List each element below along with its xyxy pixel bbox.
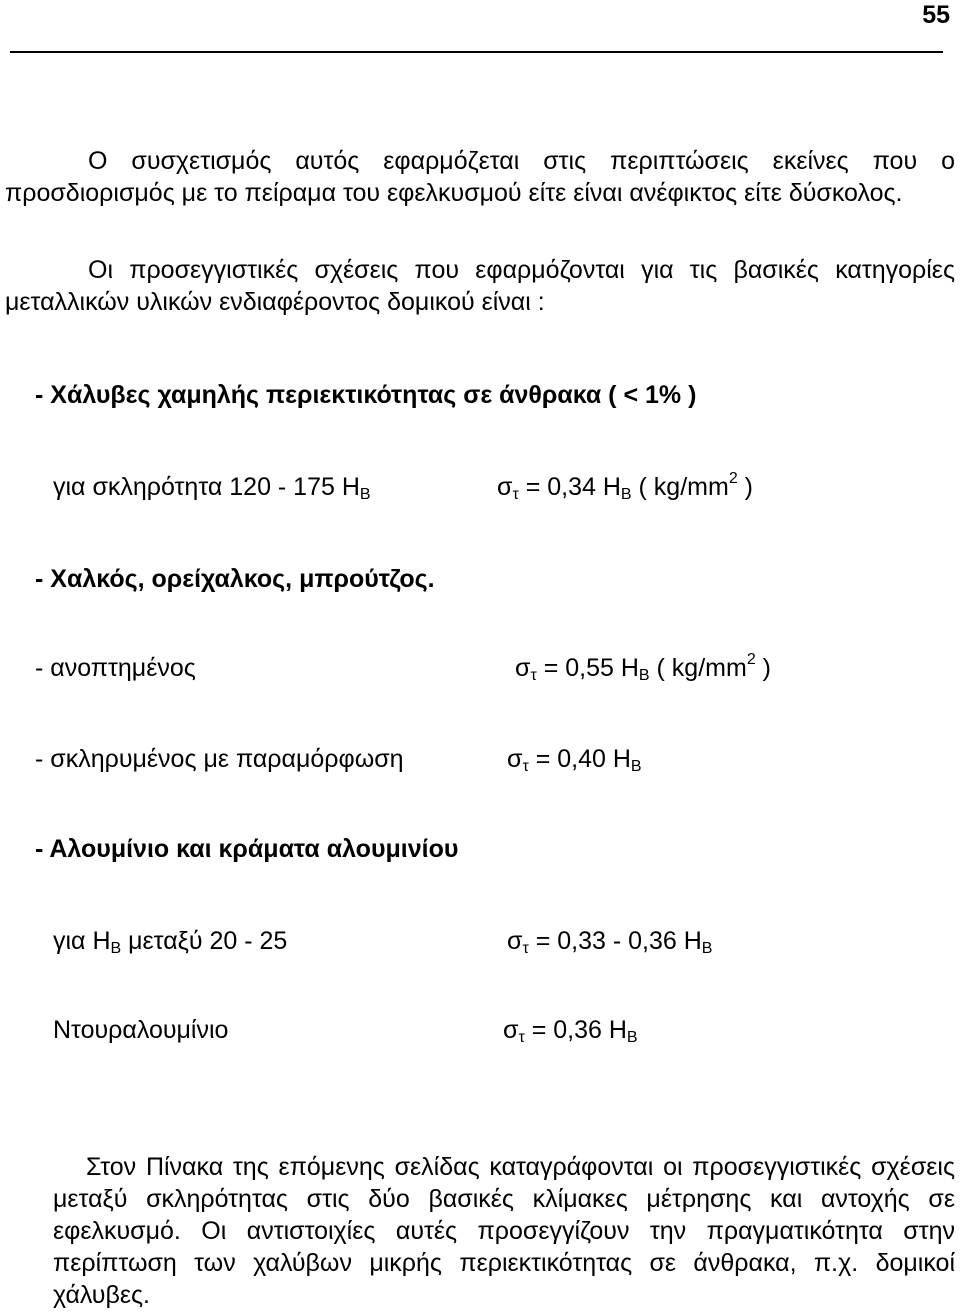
- closing-paragraph: Στον Πίνακα της επόμενης σελίδας καταγράφονται οι προσεγγιστικές σχέσεις μεταξύ σκληρότητας στις δύο βασικές κλίμακες μέτρησης και αντοχής σε εφελκυσμό. Οι αντιστοιχίες αυτές προσεγγίζουν την πραγματικότητα στην περίπτωση των χαλύβων μικρής περιεκτικότητας σε άνθρακα, π.χ. δομικοί χάλυβες.: [53, 1153, 955, 1309]
- aluminium-heading: - Αλουμίνιο και κράματα αλουμινίου: [35, 835, 459, 863]
- header-rule: [10, 51, 943, 53]
- steel-hardness-condition: για σκληρότητα 120 - 175 $H_B$: [53, 473, 371, 503]
- aluminium-range-condition: για $H_B$ μεταξύ 20 - 25: [53, 927, 288, 957]
- intro-paragraph: Ο συσχετισμός αυτός εφαρμόζεται στις περιπτώσεις εκείνες που ο προσδιορισμός με το πείραμα του εφελκυσμού είτε είναι ανέφικτος είτε δύσκολος.: [5, 147, 955, 207]
- duralumin-formula: $\sigma_\tau = 0,36$ $H_B$: [503, 1016, 638, 1046]
- copper-hardened-label: - σκληρυμένος με παραμόρφωση: [35, 745, 404, 773]
- copper-hardened-formula: $\sigma_\tau = 0,40$ $H_B$: [507, 745, 642, 775]
- approx-relations-paragraph: Οι προσεγγιστικές σχέσεις που εφαρμόζονται για τις βασικές κατηγορίες μεταλλικών υλικών ενδιαφέροντος δομικού είναι :: [5, 256, 955, 316]
- aluminium-range-formula: $\sigma_\tau = 0,33 - 0,36$ $H_B$: [507, 927, 713, 957]
- steel-formula: $\sigma_\tau = 0,34$ $H_B$ ( $kg/mm^2$ ): [497, 470, 753, 503]
- duralumin-label: Ντουραλουμίνιο: [53, 1016, 229, 1044]
- copper-annealed-formula: $\sigma_\tau = 0,55$ $H_B$ ( $kg/mm^2$ ): [515, 651, 771, 684]
- copper-annealed-label: - ανοπτημένος: [35, 654, 196, 682]
- page-number: 55: [922, 1, 950, 29]
- copper-heading: - Χαλκός, ορείχαλκος, μπρούτζος.: [35, 565, 435, 593]
- steel-heading: - Χάλυβες χαμηλής περιεκτικότητας σε άνθρακα ( < 1% ): [35, 381, 697, 409]
